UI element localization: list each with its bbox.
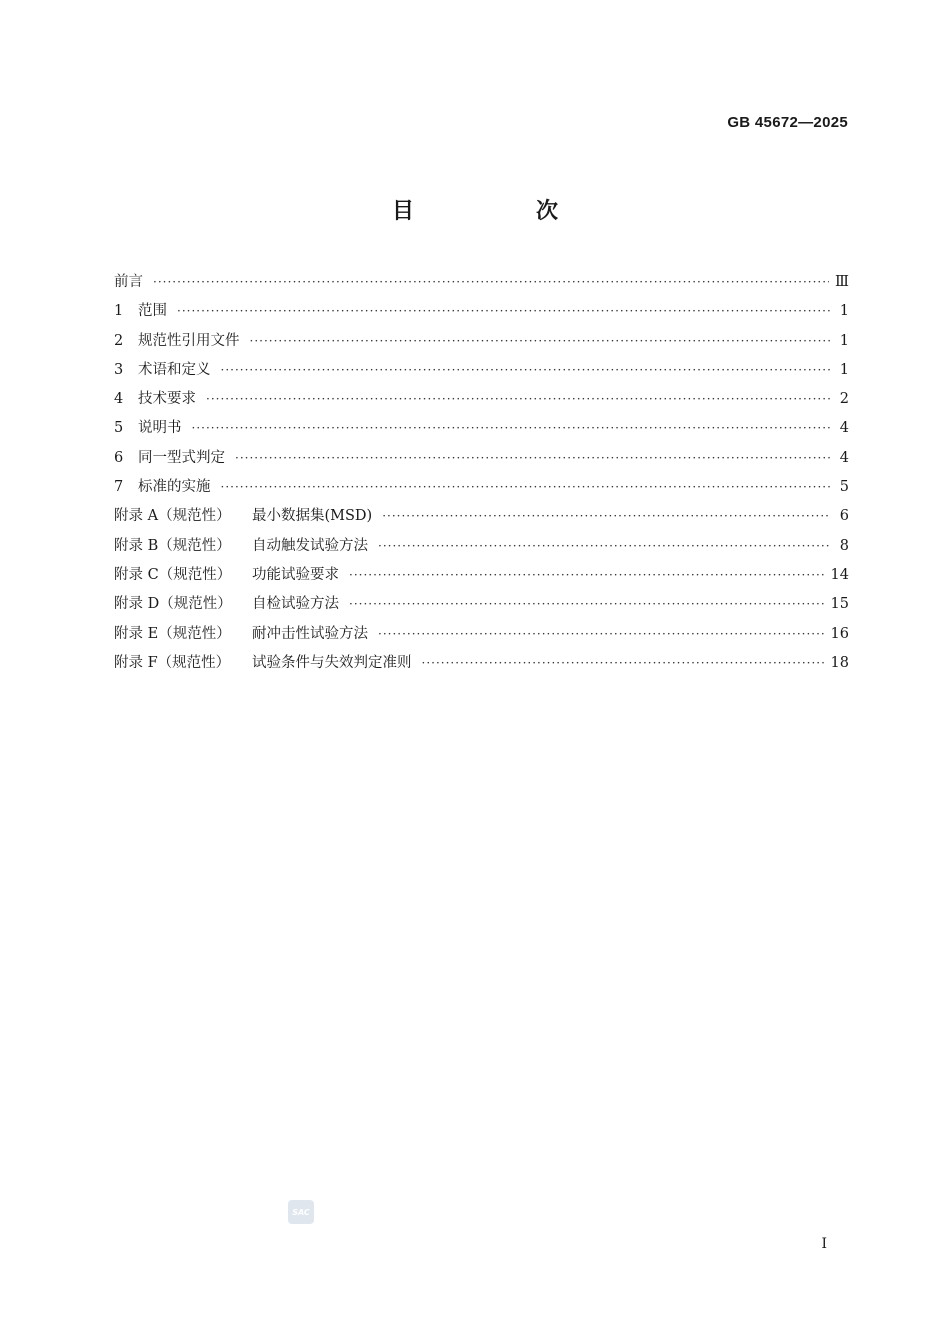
toc-leader-dots bbox=[153, 275, 829, 289]
toc-leader-dots bbox=[378, 539, 831, 553]
toc-leader-dots bbox=[206, 392, 831, 406]
toc-entry-title: 标准的实施 bbox=[138, 479, 211, 496]
toc-leader-dots bbox=[177, 304, 831, 318]
toc-entry-preface[interactable] bbox=[114, 270, 849, 299]
toc-entry-number: 7 bbox=[114, 479, 124, 496]
page-number: Ⅰ bbox=[821, 1236, 827, 1252]
toc-entry-appendix-c[interactable] bbox=[114, 563, 849, 592]
toc-entry-page: 18 bbox=[830, 654, 849, 671]
toc-entry-appendix-f[interactable] bbox=[114, 651, 849, 680]
toc-entry-number: 3 bbox=[114, 361, 124, 378]
toc-leader-dots bbox=[378, 627, 825, 641]
toc-leader-dots bbox=[349, 568, 825, 582]
toc-entry-page: 8 bbox=[839, 537, 849, 554]
toc-entry-page: 2 bbox=[839, 391, 849, 408]
toc-entry-3[interactable] bbox=[114, 358, 849, 387]
toc-entry-title: 耐冲击性试验方法 bbox=[252, 625, 368, 642]
table-of-contents bbox=[114, 270, 849, 680]
toc-entry-page: 6 bbox=[839, 508, 849, 525]
toc-appendix-label: 附录 D（规范性） bbox=[114, 596, 232, 613]
sac-watermark-logo: SAC bbox=[288, 1200, 314, 1224]
toc-entry-6[interactable] bbox=[114, 446, 849, 475]
toc-entry-page: 4 bbox=[839, 449, 849, 466]
toc-leader-dots bbox=[422, 656, 825, 670]
toc-entry-appendix-a[interactable] bbox=[114, 504, 849, 533]
toc-entry-page: 1 bbox=[839, 332, 849, 349]
toc-entry-title: 最小数据集(MSD) bbox=[252, 508, 373, 525]
toc-entry-title: 自检试验方法 bbox=[252, 596, 339, 613]
toc-leader-dots bbox=[221, 480, 832, 494]
toc-entry-page: 5 bbox=[839, 479, 849, 496]
toc-entry-7[interactable] bbox=[114, 475, 849, 504]
toc-entry-appendix-d[interactable] bbox=[114, 592, 849, 621]
toc-entry-page: 14 bbox=[830, 566, 849, 583]
toc-entry-page: 4 bbox=[839, 420, 849, 437]
toc-entry-number: 4 bbox=[114, 391, 124, 408]
toc-entry-page: 1 bbox=[839, 361, 849, 378]
toc-entry-page: 15 bbox=[830, 596, 849, 613]
toc-entry-5[interactable] bbox=[114, 416, 849, 445]
toc-leader-dots bbox=[250, 334, 832, 348]
toc-entry-title: 前言 bbox=[114, 274, 143, 290]
toc-entry-title: 范围 bbox=[138, 303, 167, 320]
toc-entry-title: 同一型式判定 bbox=[138, 449, 225, 466]
toc-entry-title: 术语和定义 bbox=[138, 361, 211, 378]
toc-entry-2[interactable] bbox=[114, 329, 849, 358]
toc-appendix-label: 附录 F（规范性） bbox=[114, 654, 231, 671]
standard-number: GB 45672—2025 bbox=[727, 114, 848, 131]
toc-entry-4[interactable] bbox=[114, 387, 849, 416]
toc-entry-page: 16 bbox=[830, 625, 849, 642]
toc-entry-1[interactable] bbox=[114, 299, 849, 328]
toc-entry-appendix-e[interactable] bbox=[114, 622, 849, 651]
toc-appendix-label: 附录 A（规范性） bbox=[114, 508, 231, 525]
toc-leader-dots bbox=[349, 597, 825, 611]
toc-entry-title: 技术要求 bbox=[138, 391, 196, 408]
toc-entry-title: 功能试验要求 bbox=[252, 566, 339, 583]
toc-leader-dots bbox=[192, 421, 832, 435]
toc-entry-page: 1 bbox=[839, 303, 849, 320]
toc-leader-dots bbox=[382, 509, 831, 523]
toc-entry-title: 试验条件与失效判定准则 bbox=[252, 654, 412, 671]
toc-leader-dots bbox=[221, 363, 832, 377]
toc-entry-number: 6 bbox=[114, 449, 124, 466]
toc-entry-appendix-b[interactable] bbox=[114, 534, 849, 563]
toc-appendix-label: 附录 E（规范性） bbox=[114, 625, 231, 642]
toc-entry-title: 自动触发试验方法 bbox=[252, 537, 368, 554]
toc-entry-number: 1 bbox=[114, 303, 124, 320]
toc-entry-number: 2 bbox=[114, 332, 124, 349]
page-title: 目 次 bbox=[391, 199, 608, 224]
toc-entry-title: 说明书 bbox=[138, 420, 182, 437]
toc-entry-title: 规范性引用文件 bbox=[138, 332, 240, 349]
toc-entry-number: 5 bbox=[114, 420, 124, 437]
toc-entry-page: Ⅲ bbox=[835, 274, 849, 290]
toc-appendix-label: 附录 B（规范性） bbox=[114, 537, 231, 554]
toc-appendix-label: 附录 C（规范性） bbox=[114, 566, 232, 583]
toc-leader-dots bbox=[235, 451, 831, 465]
